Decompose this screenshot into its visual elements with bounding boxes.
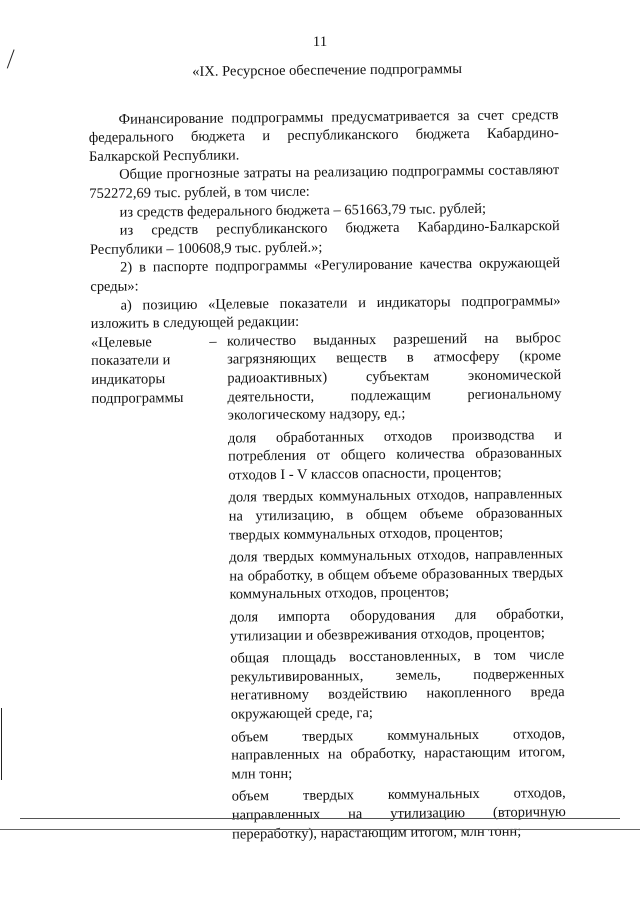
indicator-item: количество выданных разрешений на выброс загрязняющих веществ в атмосферу (кроме радиоактивных) субъектам экономической деятельности, подлежащим региональному экологическому надзору, ед.; — [226, 329, 562, 424]
page-number: 11 — [312, 34, 328, 50]
indicator-item: объем твердых коммунальных отходов, направленных на утилизацию (вторичную переработку), нарастающим итогом, млн тонн; — [231, 785, 566, 843]
indicators-list — [227, 329, 566, 848]
paragraph: из средств республиканского бюджета Кабардино-Балкарской Республики – 100608,9 тыс. рублей.»; — [89, 218, 560, 258]
indicator-item: доля импорта оборудования для обработки, утилизации и обезвреживания отходов, процентов; — [229, 606, 564, 645]
indicator-item: доля обработанных отходов производства и потребления от общего количества образованных отходов I - V классов опасности, процентов; — [227, 426, 563, 484]
indicator-item: доля твердых коммунальных отходов, направленных на обработку, в общем объеме образованных твердых коммунальных отходов, процентов; — [229, 546, 564, 603]
section-heading: «IX. Ресурсное обеспечение подпрограммы — [192, 61, 462, 80]
scan-edge-line — [1, 708, 2, 780]
dash-separator: – — [209, 333, 217, 350]
indicator-item: объем твердых коммунальных отходов, направленных на обработку, нарастающим итогом, млн тонн; — [230, 725, 566, 783]
scan-mark — [7, 49, 20, 70]
indicator-item: доля твердых коммунальных отходов, направленных на утилизацию, в общем объеме образованных твердых коммунальных отходов, процентов; — [228, 486, 563, 544]
indicator-item: общая площадь восстановленных, в том числе рекультивированных, земель, подверженных негативному воздействию накопленного вреда окружающей среде, га; — [230, 647, 565, 723]
paragraph: Финансирование подпрограммы предусматривается за счет средств федерального бюджета и республиканского бюджета Кабардино-Балкарской Республики. — [88, 106, 559, 165]
paragraph: из средств федерального бюджета – 651663,79 тыс. рублей; — [119, 200, 487, 221]
paragraph: 2) в паспорте подпрограммы «Регулирование качества окружающей среды»: — [90, 255, 561, 295]
paragraph: а) позицию «Целевые показатели и индикаторы подпрограммы» изложить в следующей редакции: — [90, 292, 561, 333]
scan-rule — [20, 818, 620, 819]
indicators-table — [91, 329, 566, 849]
paragraph: Общие прогнозные затраты на реализацию подпрограммы составляют 752272,69 тыс. рублей, в том числе: — [89, 162, 560, 202]
scan-rule — [0, 829, 640, 830]
document-body — [88, 59, 566, 849]
indicators-label: «Целевые показатели и индикаторы подпрограммы — [90, 334, 184, 407]
